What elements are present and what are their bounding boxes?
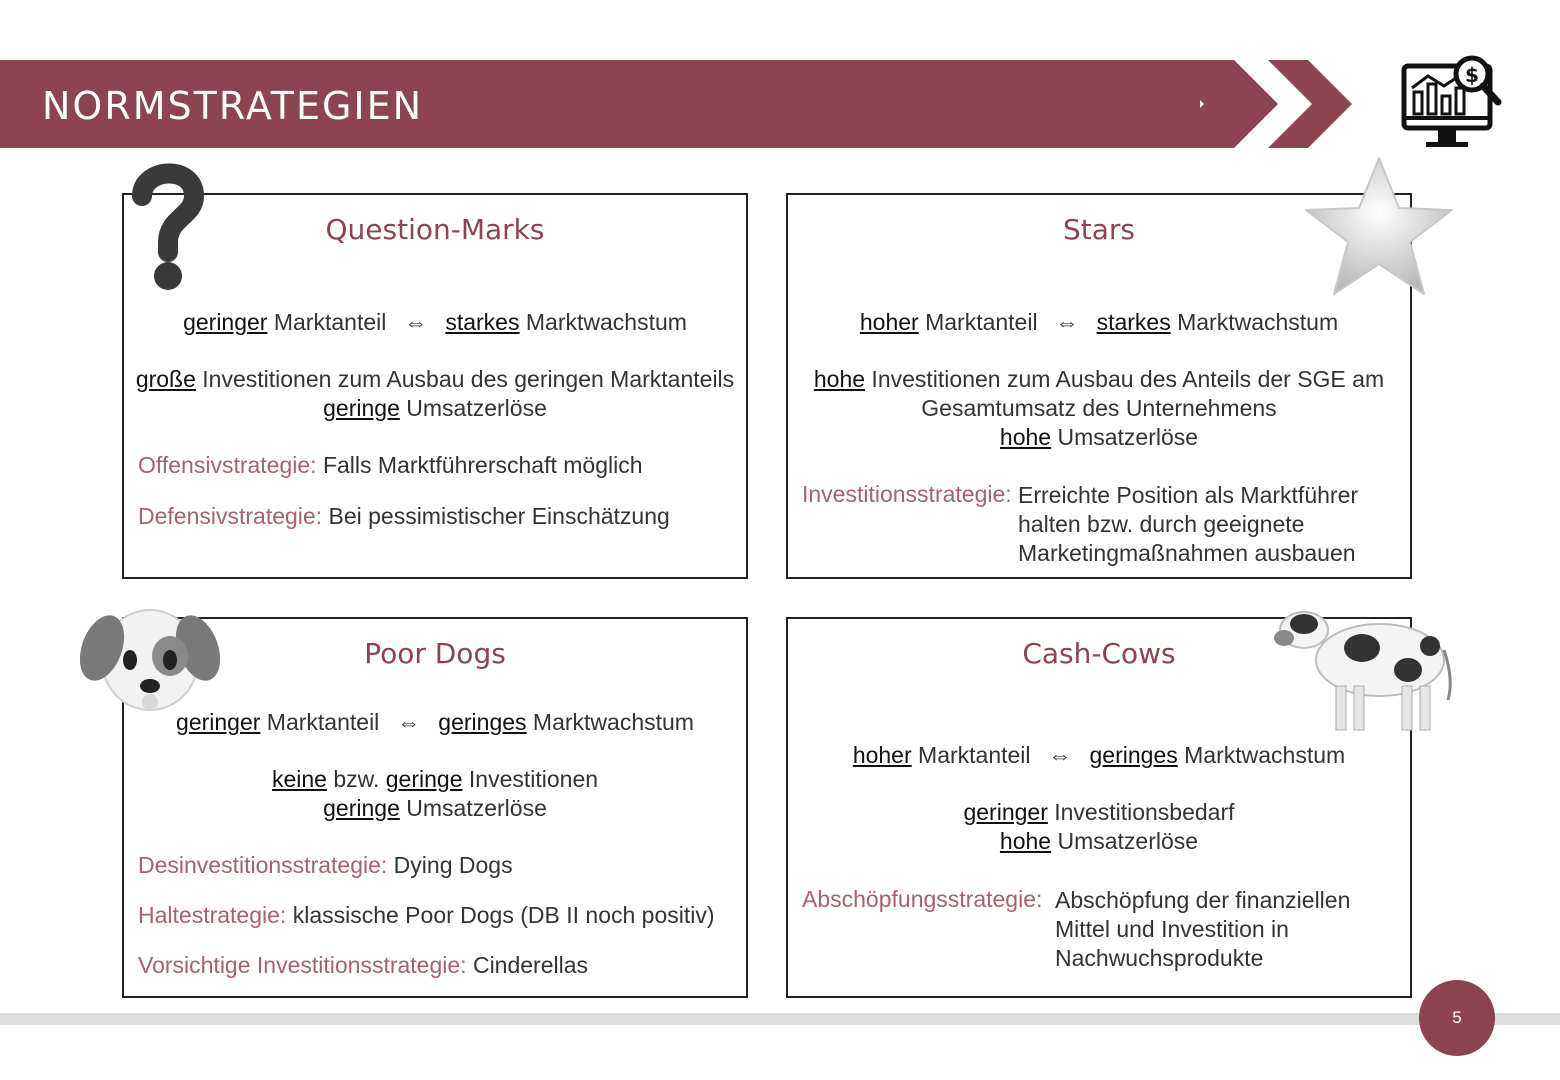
underlined-term: hohe — [813, 366, 866, 392]
strategy-investment-text — [1018, 481, 1358, 568]
underlined-term: geringe — [323, 795, 400, 821]
question-mark-icon — [128, 156, 208, 296]
strategy-text: Falls Marktführerschaft möglich — [316, 452, 643, 478]
strategy-skim-text — [1055, 886, 1350, 973]
box-question-marks — [122, 193, 748, 579]
strategy-name: Vorsichtige Investitionsstrategie: — [138, 952, 467, 978]
page-title: NORMSTRATEGIEN — [42, 84, 424, 128]
text: bzw. — [326, 766, 386, 792]
underlined-term: starkes — [445, 309, 520, 335]
underlined-term: starkes — [1096, 309, 1171, 335]
strategy-text: Erreichte Position als Marktführer — [1018, 482, 1359, 508]
revenue-line — [788, 828, 1410, 855]
strategy-hold — [138, 902, 715, 929]
underlined-term: hoher — [852, 742, 912, 768]
investment-line — [788, 799, 1410, 826]
footer-bar — [0, 1013, 1560, 1025]
underlined-term: geringes — [1089, 742, 1178, 768]
box-title: Poor Dogs — [364, 637, 506, 670]
market-line — [788, 309, 1410, 336]
strategy-text: Nachwuchsprodukte — [1055, 945, 1264, 971]
strategy-name: Haltestrategie: — [138, 902, 287, 928]
underlined-term: hoher — [859, 309, 919, 335]
text: Umsatzerlöse — [1051, 828, 1199, 854]
underlined-term: keine — [271, 766, 327, 792]
revenue-line — [124, 395, 746, 422]
text: Marktanteil — [267, 309, 387, 335]
underlined-term: geringes — [438, 709, 527, 735]
double-arrow-icon: ⇔ — [1048, 742, 1072, 768]
cow-icon — [1270, 590, 1456, 742]
strategy-text: Dying Dogs — [387, 852, 513, 878]
strategy-text: Mittel und Investition in — [1055, 916, 1289, 942]
underlined-term: geringe — [385, 766, 463, 792]
strategy-offensive — [138, 452, 643, 479]
strategy-text: Marketingmaßnahmen ausbauen — [1018, 540, 1356, 566]
strategy-investment-name — [802, 481, 1012, 508]
text: Marktwachstum — [526, 709, 694, 735]
strategy-text: Bei pessimistischer Einschätzung — [322, 503, 670, 529]
strategy-name: Defensivstrategie: — [138, 503, 323, 529]
text: Investitionen zum Ausbau des geringen Marktanteils — [195, 366, 735, 392]
svg-text:$: $ — [1465, 63, 1479, 87]
dog-icon — [80, 598, 220, 718]
text: Marktwachstum — [519, 309, 687, 335]
strategy-name: Abschöpfungsstrategie: — [802, 886, 1043, 912]
investment-line-cont: Gesamtumsatz des Unternehmens — [921, 395, 1277, 421]
underlined-term: geringer — [183, 309, 268, 335]
double-arrow-icon: ⇔ — [1055, 309, 1079, 335]
double-arrow-icon: ⇔ — [404, 309, 428, 335]
chevron-arrows-icon — [1160, 60, 1360, 148]
revenue-line — [124, 795, 746, 822]
text: Umsatzerlöse — [399, 795, 547, 821]
underlined-term: geringer — [963, 799, 1048, 825]
underlined-term: große — [135, 366, 196, 392]
text: Marktwachstum — [1177, 742, 1346, 768]
strategy-divest — [138, 852, 513, 879]
box-title: Cash-Cows — [1022, 637, 1176, 670]
text: Investitionen zum Ausbau des Anteils der SGE am — [865, 366, 1385, 392]
analytics-monitor-icon — [1398, 52, 1508, 156]
double-arrow-icon: ⇔ — [397, 709, 421, 735]
strategy-name: Investitionsstrategie: — [802, 481, 1012, 507]
underlined-term: geringer — [176, 709, 261, 735]
investment-line — [788, 366, 1410, 393]
strategy-name: Desinvestitionsstrategie: — [138, 852, 388, 878]
strategy-text: halten bzw. durch geeignete — [1018, 511, 1305, 537]
strategy-defensive — [138, 503, 670, 530]
strategy-skim-name — [802, 886, 1042, 913]
underlined-term: hohe — [999, 828, 1052, 854]
text: Investitionsbedarf — [1047, 799, 1235, 825]
underlined-term: geringe — [323, 395, 400, 421]
star-icon — [1304, 154, 1454, 300]
strategy-text: Abschöpfung der finanziellen — [1055, 887, 1351, 913]
revenue-line — [788, 424, 1410, 451]
box-title: Question-Marks — [325, 213, 545, 246]
text: Umsatzerlöse — [1051, 424, 1199, 450]
text: Marktanteil — [911, 742, 1031, 768]
text: Umsatzerlöse — [399, 395, 547, 421]
box-title: Stars — [1062, 213, 1135, 246]
text: Investitionen — [462, 766, 599, 792]
strategy-text: klassische Poor Dogs (DB II noch positiv) — [286, 902, 715, 928]
text: Marktanteil — [918, 309, 1038, 335]
underlined-term: hohe — [999, 424, 1052, 450]
strategy-name: Offensivstrategie: — [138, 452, 317, 478]
strategy-text: Cinderellas — [466, 952, 589, 978]
text: Marktanteil — [260, 709, 380, 735]
strategy-careful — [138, 952, 588, 979]
market-line — [124, 309, 746, 336]
investment-line — [124, 766, 746, 793]
market-line — [788, 742, 1410, 769]
investment-line — [124, 366, 746, 393]
text: Marktwachstum — [1170, 309, 1339, 335]
page-number: 5 — [1419, 980, 1495, 1056]
